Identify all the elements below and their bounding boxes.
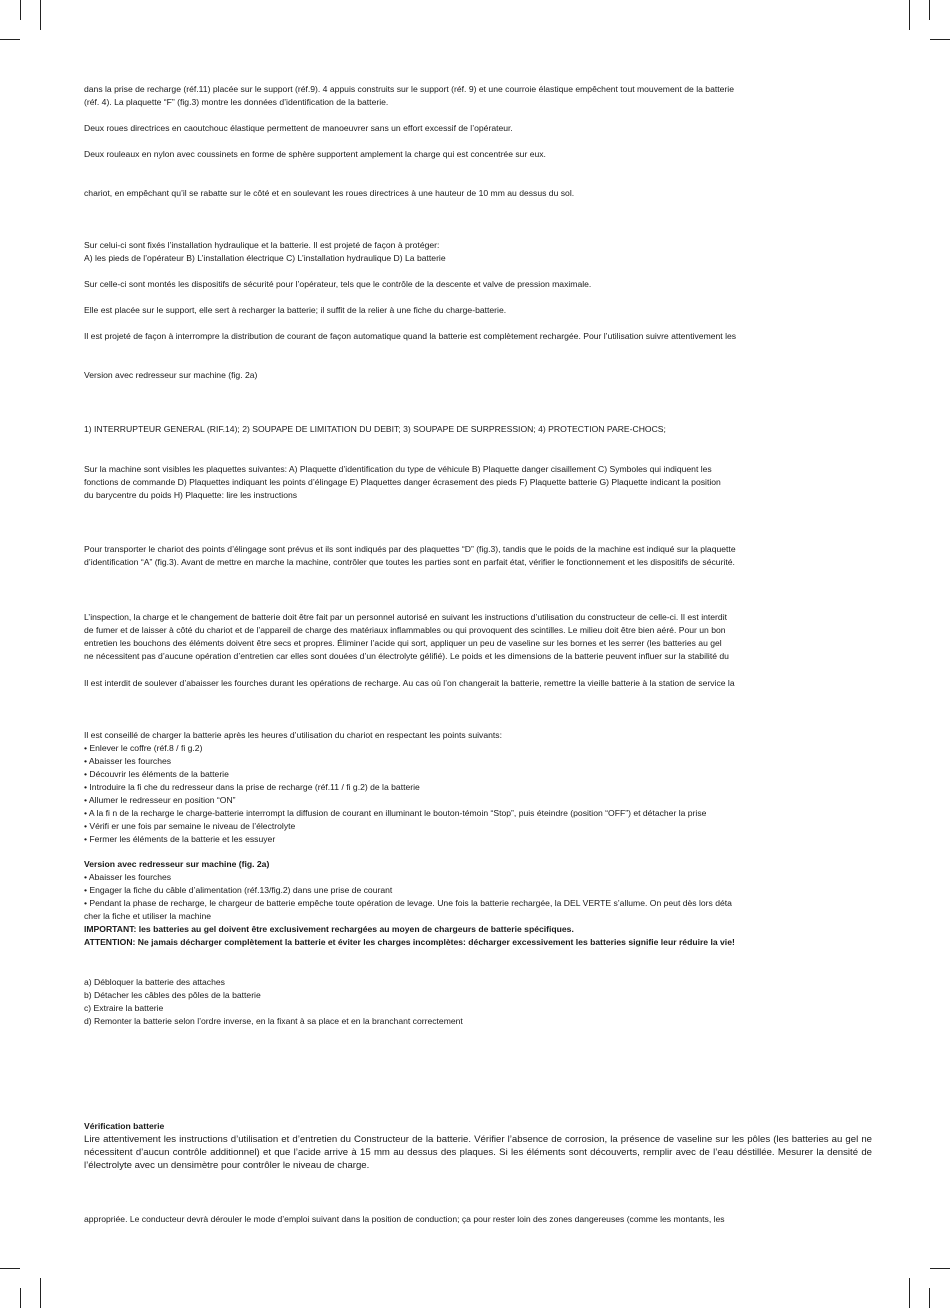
list-item: • Découvrir les éléments de la batterie xyxy=(84,769,229,779)
list-item: • Engager la fiche du câble d’alimentation (réf.13/fig.2) dans une prise de courant xyxy=(84,885,393,895)
paragraph-nylon-rollers: Deux rouleaux en nylon avec coussinets en forme de sphère supportent amplement la charge qui est concentrée sur eux. xyxy=(84,149,546,159)
paragraph-battery-socket-cont: (réf. 4). La plaquette “F” (fig.3) montre les données d’identification de la batterie. xyxy=(84,97,389,107)
paragraph-battery-socket: dans la prise de recharge (réf.11) placée sur le support (réf.9). 4 appuis construits sur le support (réf. 9) et une courroie élastique empêchent tout mouvement de la batterie xyxy=(84,84,734,94)
crop-mark xyxy=(929,1288,930,1308)
list-item: • Enlever le coffre (réf.8 / fi g.2) xyxy=(84,743,203,753)
paragraph-support: Sur celui-ci sont fixés l’installation hydraulique et la batterie. Il est projeté de façon à protéger: xyxy=(84,240,440,250)
crop-mark xyxy=(930,1268,950,1269)
crop-mark xyxy=(40,1278,41,1308)
paragraph-version-rectifier: Version avec redresseur sur machine (fig. 2a) xyxy=(84,370,258,380)
list-item: b) Détacher les câbles des pôles de la batterie xyxy=(84,990,261,1000)
list-item: • A la fi n de la recharge le charge-batterie interrompt la diffusion de courant en illuminant le bouton-témoin “Stop”, puis éteindre (position “OFF”) et détacher la prise xyxy=(84,808,707,818)
list-item: a) Débloquer la batterie des attaches xyxy=(84,977,225,987)
paragraph-recharge-socket: Elle est placée sur le support, elle sert à recharger la batterie; il suffit de la relier à une fiche du charge-batterie. xyxy=(84,305,507,315)
paragraph-chariot-stability: chariot, en empêchant qu’il se rabatte sur le côté et en soulevant les roues directrices à une hauteur de 10 mm au dessus du sol. xyxy=(84,188,575,198)
crop-mark xyxy=(930,39,950,40)
list-item: • Abaisser les fourches xyxy=(84,756,172,766)
paragraph-plates-3: du barycentre du poids H) Plaquette: lire les instructions xyxy=(84,490,298,500)
crop-mark xyxy=(20,1288,21,1308)
crop-mark xyxy=(909,1278,910,1308)
paragraph-inspection-1: L’inspection, la charge et le changement de batterie doit être fait par un personnel autorisé en suivant les instructions d’utilisation du constructeur de celle-ci. Il est interdit xyxy=(84,612,727,622)
paragraph-component-list: 1) INTERRUPTEUR GENERAL (RIF.14); 2) SOUPAPE DE LIMITATION DU DEBIT; 3) SOUPAPE DE SURPRESSION; 4) PROTECTION PARE-CHOCS; xyxy=(84,424,666,434)
list-item: d) Remonter la batterie selon l’ordre inverse, en la fixant à sa place et en la branchant correctement xyxy=(84,1016,463,1026)
paragraph-steering-wheels: Deux roues directrices en caoutchouc élastique permettent de manoeuvrer sans un effort excessif de l’opérateur. xyxy=(84,123,513,133)
paragraph-inspection-4: ne nécessitent pas d’aucune opération d’entretien car elles sont douées d’un électrolyte gélifié). Le poids et les dimensions de la batterie peuvent influer sur la stabilité du xyxy=(84,651,729,661)
paragraph-recharge-forbidden: Il est interdit de soulever d’abaisser les fourches durant les opérations de recharge. Au cas où l’on changerait la batterie, remettre la vieille batterie à la station de service la xyxy=(84,678,735,688)
paragraph-support-list: A) les pieds de l’opérateur B) L’installation électrique C) L’installation hydraulique D) La batterie xyxy=(84,253,446,263)
battery-change-steps xyxy=(84,976,874,1028)
list-item: cher la fiche et utiliser la machine xyxy=(84,911,212,921)
crop-mark xyxy=(20,0,21,20)
crop-mark xyxy=(929,0,930,20)
list-item: • Pendant la phase de recharge, le chargeur de batterie empêche toute opération de levage. Une fois la batterie rechargée, la DEL VERTE s’allume. On peut dès lors déta xyxy=(84,898,732,908)
list-item: • Introduire la fi che du redresseur dans la prise de recharge (réf.11 / fi g.2) de la batterie xyxy=(84,782,420,792)
paragraph-transport-1: Pour transporter le chariot des points d’élingage sont prévus et ils sont indiqués par des plaquettes “D” (fig.3), tandis que le poids de la machine est indiqué sur la plaquette xyxy=(84,544,736,554)
heading-battery-check: Vérification batterie xyxy=(84,1121,165,1131)
paragraph-plates-2: fonctions de commande D) Plaquettes indiquant les points d’élingage E) Plaquettes danger écrasement des pieds F) Plaquette batterie G) Plaquette indicant la position xyxy=(84,477,721,487)
important-note: IMPORTANT: les batteries au gel doivent être exclusivement rechargées au moyen de chargeurs de batterie spécifiques. xyxy=(84,924,574,934)
crop-mark xyxy=(0,39,20,40)
paragraph-transport-2: d’identification “A” (fig.3). Avant de mettre en marche la machine, contrôler que toutes les parties sont en parfait état, vérifier le fonctionnement et les dispositifs de sécurité. xyxy=(84,557,735,567)
crop-mark xyxy=(909,0,910,30)
paragraph-battery-check: Lire attentivement les instructions d’utilisation et d’entretien du Constructeur de la batterie. Vérifier l’absence de corrosion, la présence de vaseline sur les pôles (les batteries au gel ne nécessitent d’aucun contrôle additionnel) et que l’acide arrive à 15 mm au dessus des plaques. Si les éléments sont découverts, remplir avec de l’eau déstillée. Mesurer la densité de l’électrolyte avec un densimètre pour contrôler le niveau de charge. xyxy=(84,1134,872,1171)
list-item: • Allumer le redresseur en position “ON” xyxy=(84,795,236,805)
list-item: • Fermer les éléments de la batterie et les essuyer xyxy=(84,834,276,844)
heading-version-rectifier: Version avec redresseur sur machine (fig. 2a) xyxy=(84,859,270,869)
paragraph-inspection-2: de fumer et de laisser à côté du chariot et de l’appareil de charge des matériaux inflammables ou qui provoquent des scintilles. Le milieu doit être bien aéré. Pour un bon xyxy=(84,625,726,635)
paragraph-inspection-3: entretien les bouchons des éléments doivent être secs et propres. Éliminer l’acide qui sort, appliquer un peu de vaseline sur les bornes et les serrer (les batteries au gel xyxy=(84,638,722,648)
list-item: • Vérifi er une fois par semaine le niveau de l’électrolyte xyxy=(84,821,296,831)
paragraph-charging-advice: Il est conseillé de charger la batterie après les heures d’utilisation du chariot en respectant les points suivants: xyxy=(84,730,502,740)
attention-note: ATTENTION: Ne jamais décharger complètement la batterie et éviter les charges incomplètes: décharger excessivement les batteries signifie leur réduire la vie! xyxy=(84,937,735,947)
paragraph-safety-devices: Sur celle-ci sont montés les dispositifs de sécurité pour l’opérateur, tels que le contrôle de la descente et valve de pression maximale. xyxy=(84,279,592,289)
crop-mark xyxy=(40,0,41,30)
paragraph-plates-1: Sur la machine sont visibles les plaquettes suivantes: A) Plaquette d’identification du type de véhicule B) Plaquette danger cisaillement C) Symboles qui indiquent les xyxy=(84,464,712,474)
list-item: c) Extraire la batterie xyxy=(84,1003,164,1013)
rectifier-steps-list xyxy=(84,871,874,923)
paragraph-driver-position: appropriée. Le conducteur devrà dérouler le mode d’emploi suivant dans la position de conduction; ça pour rester loin des zones dangereuses (comme les montants, les xyxy=(84,1214,725,1224)
crop-mark xyxy=(0,1268,20,1269)
paragraph-charger: Il est projeté de façon à interrompre la distribution de courant de façon automatique quand la batterie est complètement rechargée. Pour l’utilisation suivre attentivement les xyxy=(84,331,737,341)
charging-steps-list xyxy=(84,742,874,846)
list-item: • Abaisser les fourches xyxy=(84,872,172,882)
